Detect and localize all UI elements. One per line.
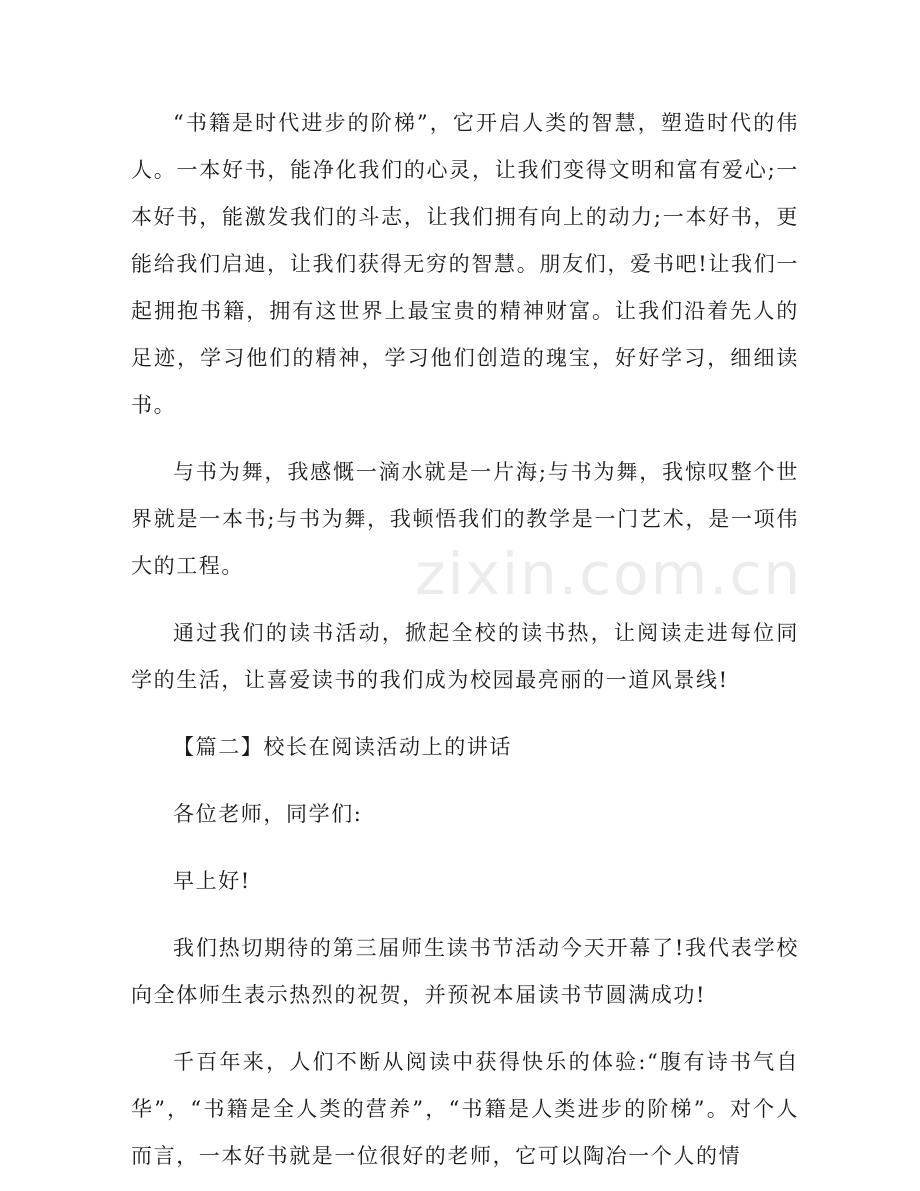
paragraph-4: 我们热切期待的第三届师生读书节活动今天开幕了!我代表学校向全体师生表示热烈的祝贺，并预祝本届读书节圆满成功! [131,936,799,1007]
watermark: zixin.com.cn [415,540,803,608]
section-heading: 【篇二】校长在阅读活动上的讲话 [173,735,512,759]
paragraph-3: 通过我们的读书活动，掀起全校的读书热，让阅读走进每位同学的生活，让喜爱读书的我们成为校园最亮丽的一道风景线! [131,621,799,692]
paragraph-5: 千百年来，人们不断从阅读中获得快乐的体验:“腹有诗书气自华”，“书籍是全人类的营养”，“书籍是人类进步的阶梯”。对个人而言，一本好书就是一位很好的老师，它可以陶冶一个人的情 [131,1050,799,1168]
paragraph-2: 与书为舞，我感慨一滴水就是一片海;与书为舞，我惊叹整个世界就是一本书;与书为舞，我顿悟我们的教学是一门艺术，是一项伟大的工程。 [131,460,799,578]
greeting: 早上好! [173,869,251,893]
document-body [131,100,799,1180]
salutation: 各位老师，同学们: [173,802,363,826]
paragraph-1: “书籍是时代进步的阶梯”，它开启人类的智慧，塑造时代的伟人。一本好书，能净化我们的心灵，让我们变得文明和富有爱心;一本好书，能激发我们的斗志，让我们拥有向上的动力;一本好书，更能给我们启迪，让我们获得无穷的智慧。朋友们，爱书吧!让我们一起拥抱书籍，拥有这世界上最宝贵的精神财富。让我们沿着先人的足迹，学习他们的精神，学习他们创造的瑰宝，好好学习，细细读书。 [131,111,799,417]
